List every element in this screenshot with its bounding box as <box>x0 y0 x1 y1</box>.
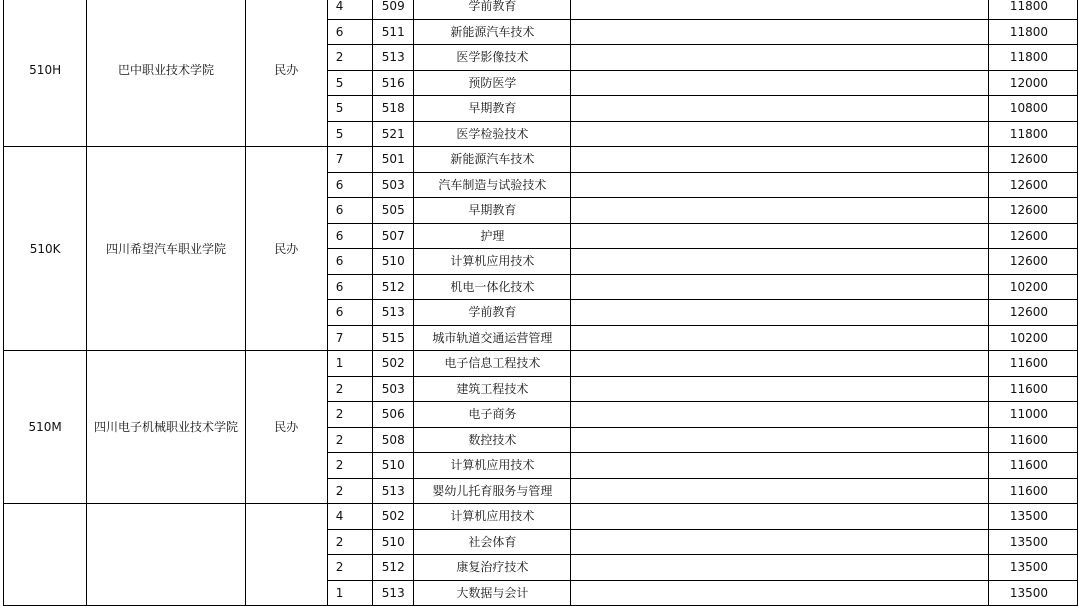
remark-cell <box>571 529 988 555</box>
major-name-cell: 计算机应用技术 <box>414 504 571 530</box>
major-name-cell: 计算机应用技术 <box>414 453 571 479</box>
tuition-fee-cell: 10800 <box>988 96 1077 122</box>
remark-cell <box>571 147 988 173</box>
remark-cell <box>571 19 988 45</box>
major-code-cell: 513 <box>372 580 414 606</box>
remark-cell <box>571 478 988 504</box>
major-name-cell: 建筑工程技术 <box>414 376 571 402</box>
remark-cell <box>571 555 988 581</box>
tuition-fee-cell: 12000 <box>988 70 1077 96</box>
remark-cell <box>571 198 988 224</box>
plan-count-cell: 2 <box>327 453 372 479</box>
plan-count-cell: 4 <box>327 504 372 530</box>
tuition-fee-cell: 13500 <box>988 529 1077 555</box>
plan-count-cell: 2 <box>327 529 372 555</box>
remark-cell <box>571 453 988 479</box>
tuition-fee-cell: 12600 <box>988 198 1077 224</box>
plan-count-cell: 7 <box>327 147 372 173</box>
major-code-cell: 503 <box>372 376 414 402</box>
plan-count-cell: 5 <box>327 70 372 96</box>
remark-cell <box>571 427 988 453</box>
major-code-cell: 516 <box>372 70 414 96</box>
major-name-cell: 新能源汽车技术 <box>414 19 571 45</box>
remark-cell <box>571 274 988 300</box>
school-code-cell <box>4 504 87 606</box>
tuition-fee-cell: 12600 <box>988 172 1077 198</box>
tuition-fee-cell: 13500 <box>988 580 1077 606</box>
remark-cell <box>571 0 988 19</box>
plan-count-cell: 2 <box>327 376 372 402</box>
table-row <box>4 0 1078 19</box>
plan-count-cell: 1 <box>327 351 372 377</box>
plan-count-cell: 7 <box>327 325 372 351</box>
remark-cell <box>571 172 988 198</box>
major-code-cell: 509 <box>372 0 414 19</box>
tuition-fee-cell: 11800 <box>988 19 1077 45</box>
plan-count-cell: 2 <box>327 402 372 428</box>
major-name-cell: 计算机应用技术 <box>414 249 571 275</box>
remark-cell <box>571 70 988 96</box>
admission-plan-table <box>3 0 1078 606</box>
major-name-cell: 婴幼儿托育服务与管理 <box>414 478 571 504</box>
tuition-fee-cell: 11800 <box>988 45 1077 71</box>
tuition-fee-cell: 12600 <box>988 249 1077 275</box>
major-name-cell: 医学影像技术 <box>414 45 571 71</box>
tuition-fee-cell: 11000 <box>988 402 1077 428</box>
remark-cell <box>571 223 988 249</box>
major-code-cell: 513 <box>372 300 414 326</box>
remark-cell <box>571 300 988 326</box>
major-name-cell: 康复治疗技术 <box>414 555 571 581</box>
tuition-fee-cell: 11600 <box>988 376 1077 402</box>
tuition-fee-cell: 11600 <box>988 427 1077 453</box>
tuition-fee-cell: 11600 <box>988 478 1077 504</box>
major-name-cell: 大数据与会计 <box>414 580 571 606</box>
tuition-fee-cell: 12600 <box>988 300 1077 326</box>
plan-count-cell: 6 <box>327 223 372 249</box>
major-code-cell: 518 <box>372 96 414 122</box>
tuition-fee-cell: 13500 <box>988 504 1077 530</box>
major-code-cell: 510 <box>372 249 414 275</box>
school-type-cell <box>245 504 327 606</box>
plan-count-cell: 6 <box>327 172 372 198</box>
major-name-cell: 早期教育 <box>414 198 571 224</box>
tuition-fee-cell: 10200 <box>988 274 1077 300</box>
major-code-cell: 506 <box>372 402 414 428</box>
school-code-cell: 510K <box>4 147 87 351</box>
plan-count-cell: 2 <box>327 427 372 453</box>
major-code-cell: 501 <box>372 147 414 173</box>
major-code-cell: 510 <box>372 529 414 555</box>
tuition-fee-cell: 11600 <box>988 351 1077 377</box>
school-name-cell: 四川希望汽车职业学院 <box>87 147 246 351</box>
school-name-cell: 巴中职业技术学院 <box>87 0 246 147</box>
major-name-cell: 护理 <box>414 223 571 249</box>
major-code-cell: 512 <box>372 555 414 581</box>
plan-count-cell: 6 <box>327 198 372 224</box>
major-code-cell: 515 <box>372 325 414 351</box>
remark-cell <box>571 504 988 530</box>
major-name-cell: 汽车制造与试验技术 <box>414 172 571 198</box>
school-type-cell: 民办 <box>245 147 327 351</box>
major-name-cell: 城市轨道交通运营管理 <box>414 325 571 351</box>
tuition-fee-cell: 12600 <box>988 223 1077 249</box>
remark-cell <box>571 376 988 402</box>
major-name-cell: 新能源汽车技术 <box>414 147 571 173</box>
major-name-cell: 电子商务 <box>414 402 571 428</box>
tuition-fee-cell: 11600 <box>988 453 1077 479</box>
major-code-cell: 508 <box>372 427 414 453</box>
major-name-cell: 学前教育 <box>414 0 571 19</box>
major-name-cell: 社会体育 <box>414 529 571 555</box>
major-code-cell: 502 <box>372 351 414 377</box>
plan-count-cell: 6 <box>327 19 372 45</box>
school-name-cell <box>87 504 246 606</box>
tuition-fee-cell: 12600 <box>988 147 1077 173</box>
plan-count-cell: 2 <box>327 45 372 71</box>
major-code-cell: 521 <box>372 121 414 147</box>
tuition-fee-cell: 10200 <box>988 325 1077 351</box>
plan-count-cell: 5 <box>327 121 372 147</box>
tuition-fee-cell: 13500 <box>988 555 1077 581</box>
major-name-cell: 数控技术 <box>414 427 571 453</box>
remark-cell <box>571 96 988 122</box>
major-name-cell: 早期教育 <box>414 96 571 122</box>
plan-count-cell: 2 <box>327 478 372 504</box>
remark-cell <box>571 402 988 428</box>
major-code-cell: 502 <box>372 504 414 530</box>
school-type-cell: 民办 <box>245 351 327 504</box>
major-code-cell: 511 <box>372 19 414 45</box>
school-type-cell: 民办 <box>245 0 327 147</box>
plan-count-cell: 6 <box>327 249 372 275</box>
remark-cell <box>571 121 988 147</box>
major-code-cell: 507 <box>372 223 414 249</box>
major-name-cell: 学前教育 <box>414 300 571 326</box>
table-row <box>4 504 1078 530</box>
table-row <box>4 351 1078 377</box>
major-name-cell: 机电一体化技术 <box>414 274 571 300</box>
table-row <box>4 147 1078 173</box>
plan-count-cell: 5 <box>327 96 372 122</box>
major-code-cell: 505 <box>372 198 414 224</box>
major-name-cell: 医学检验技术 <box>414 121 571 147</box>
major-code-cell: 503 <box>372 172 414 198</box>
plan-count-cell: 6 <box>327 300 372 326</box>
major-code-cell: 513 <box>372 45 414 71</box>
major-code-cell: 510 <box>372 453 414 479</box>
plan-count-cell: 6 <box>327 274 372 300</box>
major-code-cell: 513 <box>372 478 414 504</box>
school-code-cell: 510H <box>4 0 87 147</box>
plan-count-cell: 4 <box>327 0 372 19</box>
plan-count-cell: 2 <box>327 555 372 581</box>
major-name-cell: 电子信息工程技术 <box>414 351 571 377</box>
remark-cell <box>571 325 988 351</box>
plan-count-cell: 1 <box>327 580 372 606</box>
school-code-cell: 510M <box>4 351 87 504</box>
major-name-cell: 预防医学 <box>414 70 571 96</box>
remark-cell <box>571 45 988 71</box>
major-code-cell: 512 <box>372 274 414 300</box>
tuition-fee-cell: 11800 <box>988 121 1077 147</box>
remark-cell <box>571 249 988 275</box>
tuition-fee-cell: 11800 <box>988 0 1077 19</box>
school-name-cell: 四川电子机械职业技术学院 <box>87 351 246 504</box>
remark-cell <box>571 351 988 377</box>
